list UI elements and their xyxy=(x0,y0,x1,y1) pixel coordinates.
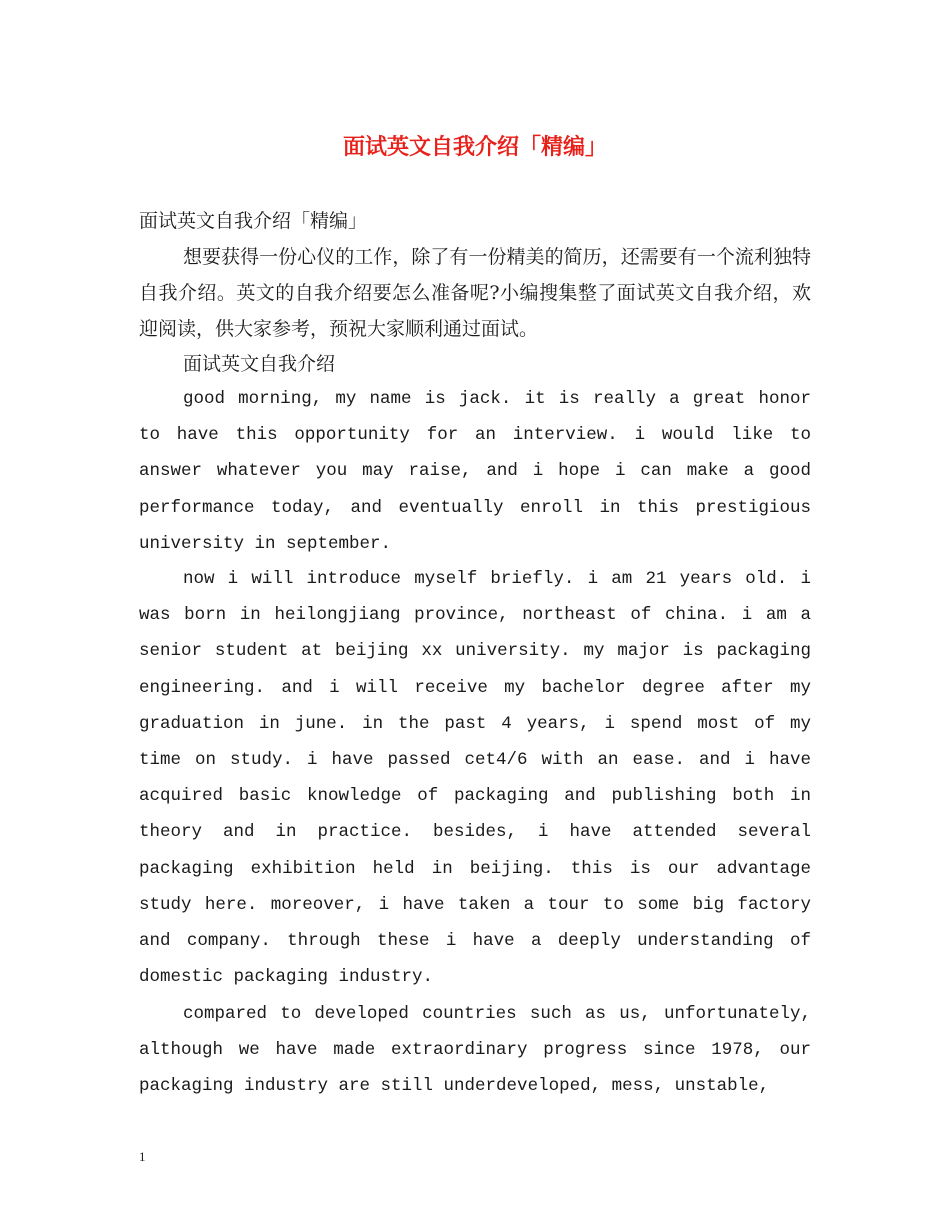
page-number: 1 xyxy=(139,1149,146,1164)
document-title: 面试英文自我介绍「精编」 xyxy=(342,134,607,160)
english-paragraph-1: good morning, my name is jack. it is really a great honor to have this opportunity for an interview. i would like to answer whatever you may raise, and i hope i can make a good performance today, and eventually enroll in this prestigious university in september. xyxy=(139,389,811,554)
intro-paragraph: 想要获得一份心仪的工作，除了有一份精美的简历，还需要有一个流利独特自我介绍。英文的自我介绍要怎么准备呢?小编搜集整了面试英文自我介绍，欢迎阅读，供大家参考，预祝大家顺利通过面试。 xyxy=(139,246,811,340)
english-paragraph-2: now i will introduce myself briefly. i am 21 years old. i was born in heilongjiang province, northeast of china. i am a senior student at beijing xx university. my major is packaging engineering. and i will receive my bachelor degree after my graduation in june. in the past 4 years, i spend most of my time on study. i have passed cet4/6 with an ease. and i have acquired basic knowledge of packaging and publishing both in theory and in practice. besides, i have attended several packaging exhibition held in beijing. this is our advantage study here. moreover, i have taken a tour to some big factory and company. through these i have a deeply understanding of domestic packaging industry. xyxy=(139,569,811,988)
section-heading: 面试英文自我介绍 xyxy=(183,353,336,375)
document-subtitle: 面试英文自我介绍「精编」 xyxy=(139,210,368,232)
english-paragraph-3: compared to developed countries such as us, unfortunately, although we have made extraordinary progress since 1978, our packaging industry are still underdeveloped, mess, unstable, xyxy=(139,1004,811,1097)
